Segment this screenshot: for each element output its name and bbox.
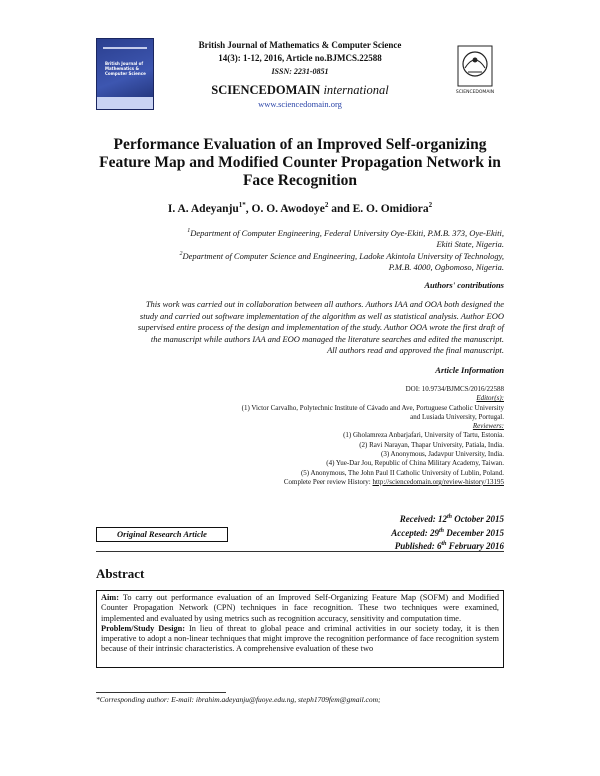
- received-date: Received: 12th October 2015: [399, 514, 504, 524]
- reviewer-line-4: (4) Yue-Dar Jou, Republic of China Military Academy, Taiwan.: [326, 459, 504, 468]
- journal-name: British Journal of Mathematics & Computer Science: [198, 40, 402, 50]
- contributions-line-4: the manuscript while authors IAA and EOO managed the literature searches and edited the manuscript.: [150, 333, 504, 344]
- publication-dates: [391, 512, 504, 553]
- editors-label: Editor(s):: [476, 394, 504, 403]
- volume-line: 14(3): 1-12, 2016, Article no.BJMCS.22588: [218, 53, 382, 63]
- affiliation-2-mark: 2: [179, 251, 183, 257]
- published-date: Published: 6th February 2016: [394, 541, 504, 551]
- abstract-design-text: In lieu of threat to global peace and criminal activities in our society today, it is then imperative to adopt a non-linear techniques that might improve the recognition performance of face recognition system because of their intrinsic characteristics. A comprehensive evaluation of these two: [101, 623, 499, 654]
- author-3-mark: 2: [428, 201, 433, 209]
- publisher-suffix: international: [323, 83, 389, 97]
- journal-cover-image: [96, 38, 154, 110]
- article-type-badge: Original Research Article: [96, 527, 228, 542]
- contributions-line-3: supervised entire process of the design and implementation of the study. Author OOA wrote the first draft of: [137, 322, 504, 332]
- reviewer-line-3: (3) Anonymous, Jadavpur University, India.: [381, 450, 504, 459]
- abstract-aim-label: Aim:: [101, 593, 119, 602]
- contributions-heading: Authors' contributions: [424, 280, 504, 290]
- issn: ISSN: 2231-0851: [271, 67, 329, 76]
- contributions-line-1: This work was carried out in collaboration between all authors. Authors IAA and OOA both designed the: [145, 299, 504, 309]
- affiliation-1-line-2: Ekiti State, Nigeria.: [436, 238, 504, 249]
- author-2: , O. O. Awodoye: [245, 202, 325, 215]
- review-history: [164, 478, 504, 487]
- corresponding-author-footnote: *Corresponding author: E-mail: ibrahim.adeyanju@fuoye.edu.ng, steph1709fem@gmail.com;: [96, 695, 381, 704]
- affiliation-2-line-1: Department of Computer Science and Engineering, Ladoke Akintola University of Technology,: [182, 250, 504, 261]
- affiliation-1-mark: 1: [187, 228, 191, 234]
- affiliation-1-line-1: Department of Computer Engineering, Federal University Oye-Ekiti, P.M.B. 373, Oye-Ekiti,: [190, 227, 504, 238]
- abstract-aim-text: To carry out performance evaluation of an Improved Self-Organizing Feature Map (SOFM) and Modified Counter Propagation Network (CPN) techniques in face recognition. These two techniques were examined, implemented and evaluated by using metrics such as recognition accuracy, sensitivity and computation time.: [101, 593, 499, 623]
- abstract-design-label: Problem/Study Design:: [101, 623, 186, 633]
- editor-line-2: and Lusiada University, Portugal.: [410, 412, 504, 421]
- publisher-name: SCIENCEDOMAIN: [211, 83, 321, 97]
- reviewer-line-2: (2) Ravi Narayan, Thapar University, Patiala, India.: [359, 440, 504, 449]
- contributions-text: [96, 299, 504, 357]
- affiliation-2-line-2: P.M.B. 4000, Ogbomoso, Nigeria.: [388, 261, 504, 272]
- editor-line-1: (1) Victor Carvalho, Polytechnic Institute of Cávado and Ave, Portuguese Catholic University: [241, 403, 504, 412]
- header-divider: [96, 551, 504, 552]
- reviewer-line-1: (1) Gholamreza Anbarjafari, University of Tartu, Estonia.: [343, 431, 504, 440]
- accepted-date: Accepted: 29th December 2015: [391, 527, 504, 538]
- cover-title: British Journal of Mathematics & Computer Science: [105, 61, 146, 76]
- author-list: [60, 201, 540, 215]
- reviewer-line-5: (5) Anonymous, The John Paul II Catholic University of Lublin, Poland.: [300, 468, 504, 477]
- author-1-mark: 1*: [238, 201, 246, 209]
- author-3: and E. O. Omidiora: [328, 202, 429, 215]
- abstract-box: [96, 590, 504, 668]
- review-history-label: Complete Peer review History:: [283, 477, 373, 486]
- publisher-seal-logo: [446, 42, 504, 104]
- reviewers-label: Reviewers:: [472, 422, 504, 431]
- publisher-line: [160, 83, 440, 98]
- contributions-line-5: All authors read and approved the final manuscript.: [327, 345, 504, 355]
- article-info-heading: Article Information: [435, 365, 504, 375]
- publisher-website[interactable]: www.sciencedomain.org: [258, 99, 342, 109]
- affiliation-1: [84, 226, 504, 250]
- affiliation-2: [84, 249, 504, 273]
- title-line-2: Feature Map and Modified Counter Propagation Network in: [99, 154, 501, 171]
- seal-caption: SCIENCEDOMAIN: [455, 90, 495, 95]
- abstract-heading: Abstract: [96, 566, 145, 581]
- review-history-link[interactable]: http://sciencedomain.org/review-history/13195: [372, 477, 504, 486]
- title-line-3: Face Recognition: [242, 172, 358, 189]
- footnote-divider: [96, 692, 226, 693]
- contributions-line-2: study and carried out software implementation of the algorithm as well as statistical analysis. Author EOO: [139, 310, 504, 321]
- article-info-block: [164, 385, 504, 487]
- author-1: I. A. Adeyanju: [167, 202, 239, 215]
- doi: DOI: 10.9734/BJMCS/2016/22588: [405, 385, 504, 393]
- author-2-mark: 2: [324, 201, 329, 209]
- title-line-1: Performance Evaluation of an Improved Self-organizing: [113, 136, 487, 153]
